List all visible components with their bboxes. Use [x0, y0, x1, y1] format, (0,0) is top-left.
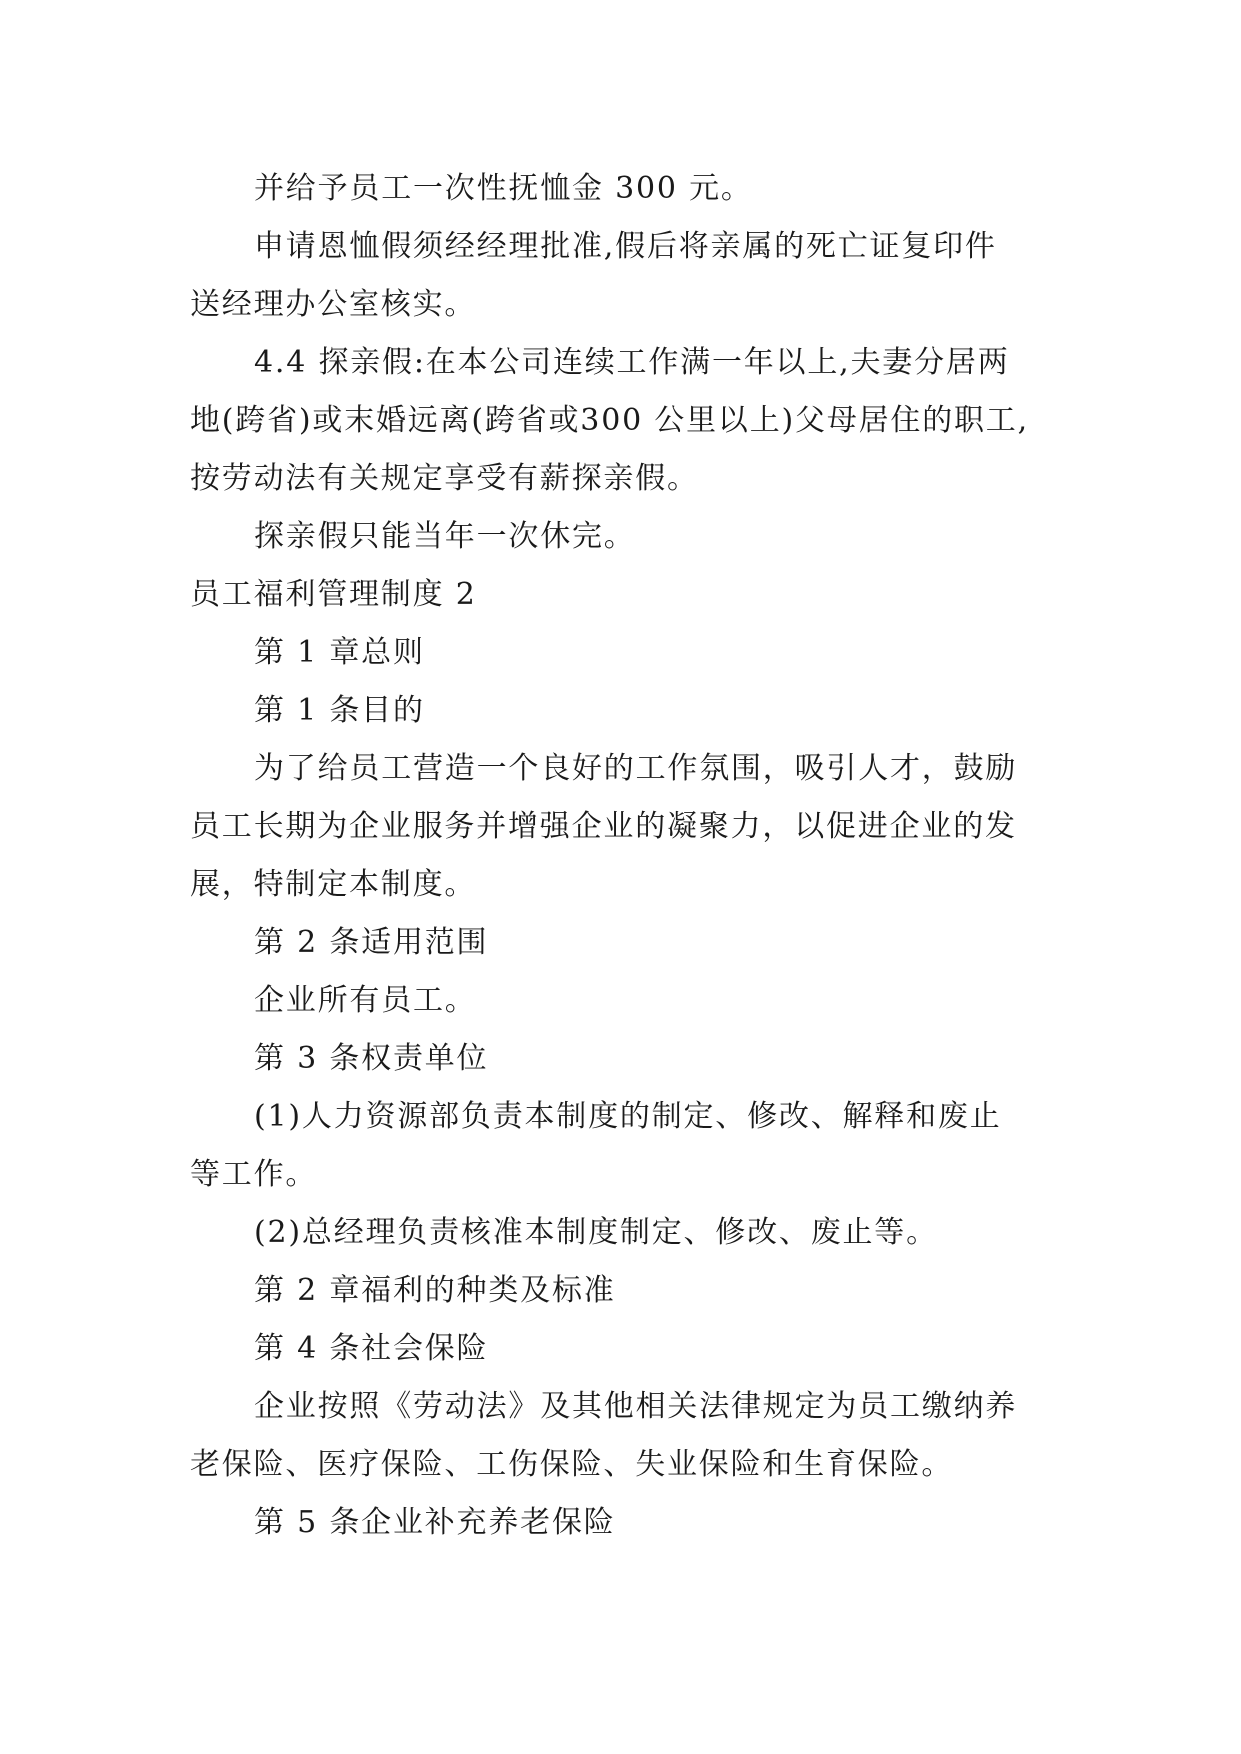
paragraph-line: 申请恩恤假须经经理批准,假后将亲属的死亡证复印件	[254, 229, 997, 264]
article-heading: 第 5 条企业补充养老保险	[254, 1505, 616, 1540]
paragraph-line: 送经理办公室核实。	[190, 287, 477, 322]
paragraph-line: (1)人力资源部负责本制度的制定、修改、解释和废止	[254, 1099, 1002, 1134]
paragraph-line: 地(跨省)或末婚远离(跨省或300 公里以上)父母居住的职工,	[190, 403, 1029, 438]
article-heading: 第 4 条社会保险	[254, 1331, 489, 1366]
paragraph-line: 员工长期为企业服务并增强企业的凝聚力，以促进企业的发	[190, 809, 1017, 844]
paragraph-line: 等工作。	[190, 1157, 318, 1192]
paragraph-line: 老保险、医疗保险、工伤保险、失业保险和生育保险。	[190, 1447, 954, 1482]
chapter-heading: 第 2 章福利的种类及标准	[254, 1273, 616, 1308]
chapter-heading: 第 1 章总则	[254, 635, 425, 670]
article-heading: 第 3 条权责单位	[254, 1041, 489, 1076]
paragraph-line: 并给予员工一次性抚恤金 300 元。	[254, 171, 753, 206]
paragraph-line: 企业按照《劳动法》及其他相关法律规定为员工缴纳养	[254, 1389, 1018, 1424]
paragraph-line: 按劳动法有关规定享受有薪探亲假。	[190, 461, 699, 496]
paragraph-line: 展，特制定本制度。	[190, 867, 477, 902]
paragraph-line: 探亲假只能当年一次休完。	[254, 519, 636, 554]
paragraph-line: 为了给员工营造一个良好的工作氛围，吸引人才，鼓励	[254, 751, 1018, 786]
article-heading: 第 1 条目的	[254, 693, 425, 728]
paragraph-line: (2)总经理负责核准本制度制定、修改、废止等。	[254, 1215, 938, 1250]
article-heading: 第 2 条适用范围	[254, 925, 489, 960]
paragraph-line: 4.4 探亲假:在本公司连续工作满一年以上,夫妻分居两	[254, 345, 1010, 380]
paragraph-line: 企业所有员工。	[254, 983, 477, 1018]
document-body	[190, 160, 1060, 1552]
section-title: 员工福利管理制度 2	[190, 577, 477, 612]
